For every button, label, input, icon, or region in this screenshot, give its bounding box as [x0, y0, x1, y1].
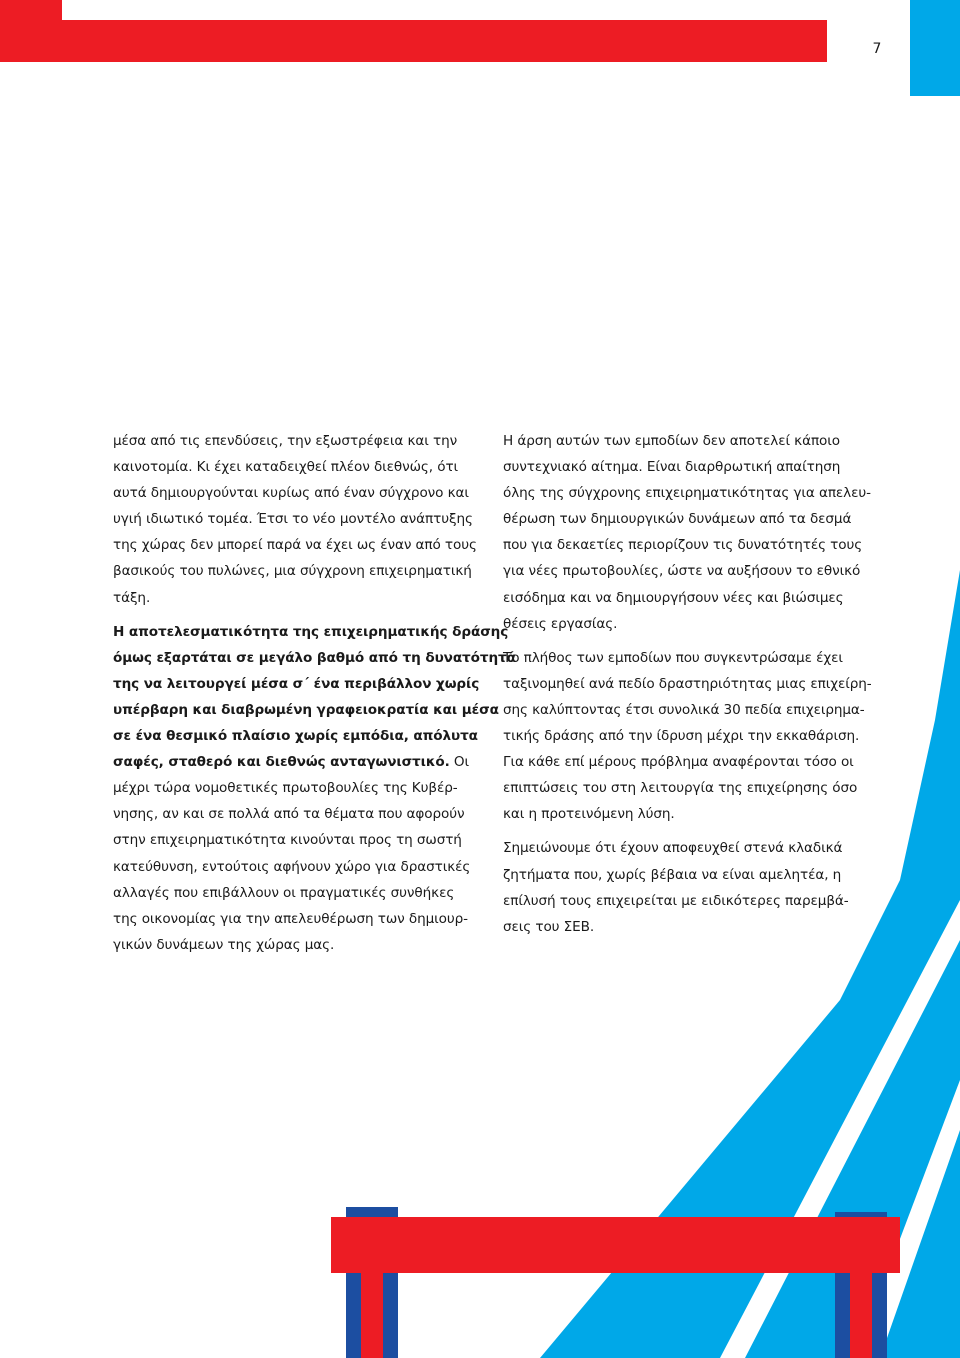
text-line: Για κάθε επί μέρους πρόβλημα αναφέρονται τόσο οι — [503, 754, 854, 771]
text-line: για νέες πρωτοβουλίες, ώστε να αυξήσουν το εθνικό — [503, 563, 861, 580]
right-paragraph-1 — [503, 428, 871, 637]
text-line: σεις του ΣΕΒ. — [503, 918, 595, 935]
bold-text-line: της να λειτουργεί μέσα σ΄ ένα περιβάλλον χωρίς — [113, 675, 480, 692]
blue-side-band — [910, 0, 960, 96]
text-line: συντεχνιακό αίτημα. Είναι διαρθρωτική απαίτηση — [503, 459, 841, 476]
hurdle-bar — [331, 1217, 900, 1273]
text-line: μέσα από τις επενδύσεις, την εξωστρέφεια και την — [113, 433, 458, 449]
left-paragraph-2 — [113, 619, 516, 958]
text-line: βασικούς του πυλώνες, μια σύγχρονη επιχειρηματική — [113, 563, 472, 580]
text-line: εισόδημα και να δημιουργήσουν νέες και βιώσιμες — [503, 589, 844, 606]
text-line: κατεύθυνση, εντούτοις αφήνουν χώρο για δραστικές — [113, 858, 471, 875]
text-line: της οικονομίας για την απελευθέρωση των δημιουρ- — [113, 910, 468, 927]
text-line: επιπτώσεις του στη λειτουργία της επιχείρησης όσο — [503, 780, 858, 797]
bold-text-line: υπέρβαρη και διαβρωμένη γραφειοκρατία και μέσα — [113, 701, 499, 718]
bold-text-run: σαφές, σταθερό και διεθνώς ανταγωνιστικό. — [113, 754, 450, 771]
text-line: καινοτομία. Κι έχει καταδειχθεί πλέον διεθνώς, ότι — [113, 459, 459, 476]
text-line: σης καλύπτοντας έτσι συνολικά 30 πεδία επιχειρημα- — [503, 701, 865, 718]
text-line: ζητήματα που, χωρίς βέβαια να είναι αμελητέα, η — [503, 866, 842, 883]
mixed-text-line — [113, 749, 483, 775]
text-line: στην επιχειρηματικότητα κινούνται προς τη σωστή — [113, 832, 462, 849]
right-paragraph-2 — [503, 645, 872, 828]
left-paragraph-1 — [113, 428, 483, 611]
text-line: αλλαγές που επιβάλλουν οι πραγματικές συνθήκες — [113, 884, 455, 901]
hurdle-post-right — [850, 1273, 872, 1358]
text-line: νησης, αν και σε πολλά από τα θέματα που αφορούν — [113, 806, 465, 823]
text-line: θέσεις εργασίας. — [503, 615, 618, 632]
text-line: Η άρση αυτών των εμποδίων δεν αποτελεί κάποιο — [503, 433, 840, 449]
bold-text-line: σε ένα θεσμικό πλαίσιο χωρίς εμπόδια, απόλυτα — [113, 728, 478, 745]
text-line: επίλυσή τους επιχειρείται με ειδικότερες παρεμβά- — [503, 892, 849, 909]
page-number: 7 — [872, 41, 882, 57]
text-line: Σημειώνουμε ότι έχουν αποφευχθεί στενά κλαδικά — [503, 840, 843, 857]
text-line: μέχρι τώρα νομοθετικές πρωτοβουλίες της Κυβέρ- — [113, 780, 458, 797]
text-line: της χώρας δεν μπορεί παρά να έχει ως έναν από τους — [113, 537, 477, 554]
text-run: Οι — [449, 754, 470, 771]
text-line: αυτά δημιουργούνται κυρίως από έναν σύγχρονο και — [113, 485, 469, 502]
text-line: Το πλήθος των εμποδίων που συγκεντρώσαμε έχει — [503, 649, 843, 666]
text-line: τάξη. — [113, 589, 151, 606]
text-line: ταξινομηθεί ανά πεδίο δραστηριότητας μιας επιχείρη- — [503, 675, 872, 692]
bold-text-line: όμως εξαρτάται σε μεγάλο βαθμό από τη δυνατότητά — [113, 649, 516, 666]
text-line: και η προτεινόμενη λύση. — [503, 806, 675, 823]
hurdle-post-left — [361, 1273, 383, 1358]
left-text-column — [113, 428, 516, 966]
bold-text-line: Η αποτελεσματικότητα της επιχειρηματικής δράσης — [113, 623, 509, 640]
right-paragraph-3 — [503, 835, 863, 939]
text-line: υγιή ιδιωτικό τομέα. Έτσι το νέο μοντέλο ανάπτυξης — [113, 511, 473, 528]
text-line: τικής δράσης από την ίδρυση μέχρι την εκκαθάριση. — [503, 728, 860, 745]
text-line: όλης της σύγχρονης επιχειρηματικότητας για απελευ- — [503, 485, 871, 502]
text-line: που για δεκαετίες περιορίζουν τις δυνατότητές τους — [503, 537, 863, 554]
right-text-column — [503, 428, 872, 948]
text-line: θέρωση των δημιουργικών δυνάμεων από τα δεσμά — [503, 511, 852, 528]
text-line: γικών δυνάμεων της χώρας μας. — [113, 936, 335, 953]
